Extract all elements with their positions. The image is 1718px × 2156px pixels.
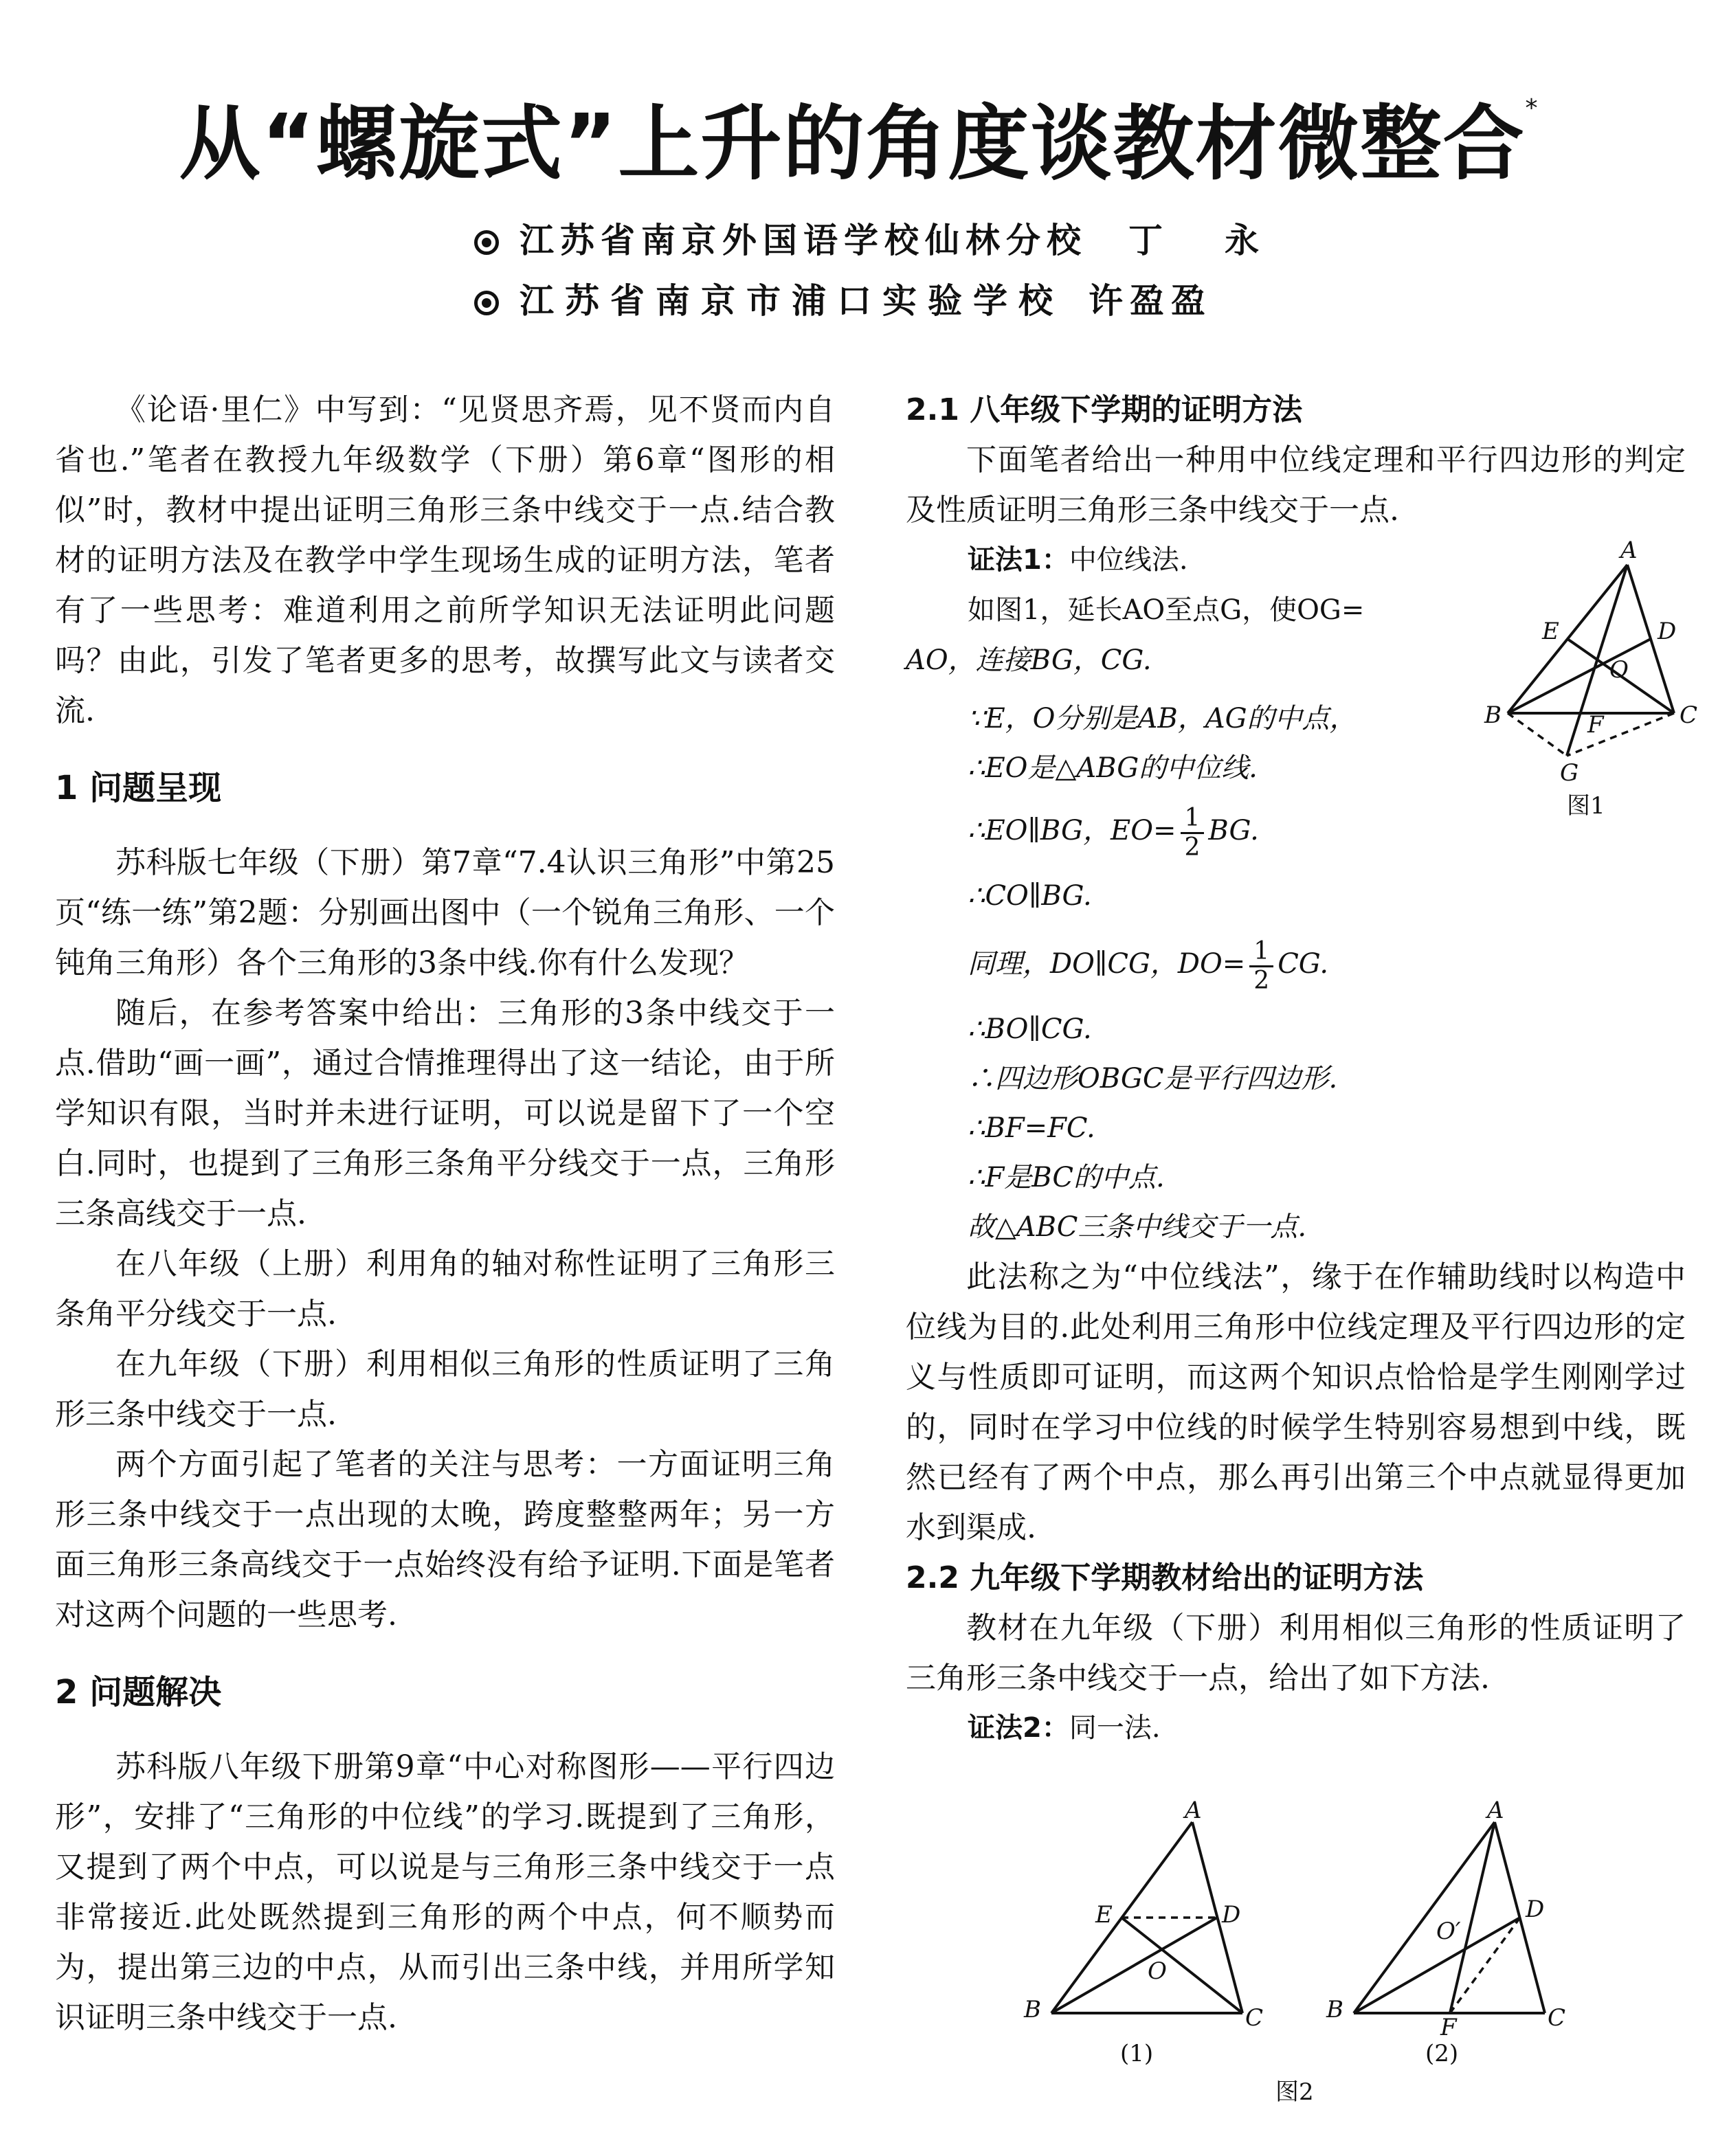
label-g: G [1560, 759, 1579, 787]
section-1-heading: 1 问题呈现 [55, 769, 222, 807]
proof-step: ∴EO是△ABG的中位线. [968, 752, 1258, 784]
paragraph: 在九年级（下册）利用相似三角形的性质证明了三角形三条中线交于一点. [55, 1347, 835, 1432]
proof-step: 故△ABC三条中线交于一点. [968, 1211, 1307, 1243]
label-f: F [1587, 711, 1604, 739]
intro-paragraph: 《论语·里仁》中写到：“见贤思齐焉，见不贤而内自省也.”笔者在教授九年级数学（下册）第6章“图形的相似”时，教材中提出证明三角形三条中线交于一点.结合教材的证明方法及在教学中学生现场生成的证明方法，笔者有了一些思考：难道利用之前所学知识无法证明此问题吗？由此，引发了笔者更多的思考，故撰写此文与读者交流. [55, 392, 835, 728]
fraction-numerator: 1 [1249, 938, 1273, 967]
paragraph: 教材在九年级（下册）利用相似三角形的性质证明了三角形三条中线交于一点，给出了如下方法. [906, 1610, 1686, 1696]
label-e: E [1095, 1901, 1113, 1929]
proof-name: 中位线法. [1069, 544, 1188, 576]
step-text: CG. [1278, 948, 1329, 980]
step-text: 同理，DO∥CG，DO= [968, 948, 1246, 980]
article-title [0, 94, 1718, 191]
proof-label: 证法1： [968, 544, 1069, 576]
left-column [55, 385, 835, 2043]
fraction [1181, 805, 1205, 862]
label-a: A [1487, 1797, 1504, 1824]
proof-step: ∴BF=FC. [968, 1112, 1095, 1144]
title-footnote-mark: * [1525, 94, 1539, 122]
label-f: F [1440, 2014, 1457, 2041]
proof-2-heading [906, 1703, 1686, 1753]
author-line-1 [474, 213, 1273, 262]
paragraph: 随后，在参考答案中给出：三角形的3条中线交于一点.借助“画一画”，通过合情推理得出了这一结论，由于所学知识有限，当时并未进行证明，可以说是留下了一个空白.同时，也提到了三角形三条角平分线交于一点，三角形三条高线交于一点. [55, 996, 835, 1231]
section-2-heading: 2 问题解决 [55, 1673, 222, 1711]
label-o: O [1148, 1957, 1167, 1985]
fraction-denominator: 2 [1184, 833, 1201, 862]
proof-name: 同一法. [1069, 1712, 1161, 1744]
proof-text: AO，连接BG，CG. [906, 644, 1152, 676]
proof-step: ∴BO∥CG. [968, 1013, 1092, 1045]
figure-2-sub1-caption: (1) [1120, 2040, 1154, 2067]
label-d: D [1658, 618, 1677, 645]
subsection-2-1-heading: 2.1 八年级下学期的证明方法 [906, 392, 1303, 427]
paragraph: 在八年级（上册）利用角的轴对称性证明了三角形三条角平分线交于一点. [55, 1246, 835, 1332]
paragraph: 两个方面引起了笔者的关注与思考：一方面证明三角形三条中线交于一点出现的太晚，跨度整整两年；另一方面三角形三条高线交于一点始终没有给予证明.下面是笔者对这两个问题的一些思考. [55, 1447, 835, 1632]
label-c: C [1680, 701, 1698, 729]
figure-1-caption: 图1 [1567, 792, 1605, 820]
figure-2-caption: 图2 [1275, 2078, 1314, 2106]
author-affiliation: 江苏省南京外国语学校仙林分校 [520, 221, 1087, 260]
paragraph: 苏科版七年级（下册）第7章“7.4认识三角形”中第25页“练一练”第2题：分别画出图中（一个锐角三角形、一个钝角三角形）各个三角形的3条中线.你有什么发现？ [55, 845, 835, 980]
label-d: D [1526, 1896, 1545, 1923]
bullet-icon [474, 291, 499, 315]
proof-step [906, 923, 1686, 1004]
label-e: E [1542, 618, 1559, 645]
title-text: 从“螺旋式”上升的角度谈教材微整合 [179, 96, 1526, 191]
fraction-numerator: 1 [1181, 805, 1205, 834]
figure-2-sub2-caption: (2) [1425, 2040, 1459, 2067]
step-text: BG. [1208, 815, 1259, 846]
author-name: 许盈盈 [1089, 281, 1212, 321]
label-o-prime: O′ [1436, 1918, 1461, 1945]
label-a: A [1620, 537, 1638, 564]
subsection-2-2-heading: 2.2 九年级下学期教材给出的证明方法 [906, 1560, 1424, 1595]
proof-step: ∴F是BC的中点. [968, 1162, 1165, 1193]
fraction [1249, 938, 1273, 995]
label-c: C [1245, 2004, 1264, 2032]
label-c: C [1548, 2004, 1566, 2032]
fraction-denominator: 2 [1253, 966, 1270, 995]
label-o: O [1609, 656, 1629, 684]
author-line-2 [474, 273, 1212, 323]
step-text: ∴EO∥BG，EO= [968, 815, 1176, 846]
label-b: B [1326, 1996, 1343, 2023]
label-d: D [1222, 1901, 1241, 1929]
proof-text: 如图1，延长AO至点G，使OG= [968, 594, 1365, 626]
figure-2 [1003, 1793, 1622, 2109]
paragraph: 下面笔者给出一种用中位线定理和平行四边形的判定及性质证明三角形三条中线交于一点. [906, 442, 1686, 528]
label-b: B [1484, 701, 1502, 729]
paragraph: 此法称之为“中位线法”，缘于在作辅助线时以构造中位线为目的.此处利用三角形中位线定理及平行四边形的定义与性质即可证明，而这两个知识点恰恰是学生刚刚学过的，同时在学习中位线的时候学生特别容易想到中线，既然已经有了两个中点，那么再引出第三个中点就显得更加水到渠成. [906, 1259, 1686, 1545]
proof-label: 证法2： [968, 1712, 1069, 1744]
proof-step: ∵E，O分别是AB，AG的中点， [968, 703, 1357, 734]
author-affiliation: 江苏省南京市浦口实验学校 [520, 281, 1064, 321]
label-a: A [1185, 1797, 1202, 1824]
paragraph: 苏科版八年级下册第9章“中心对称图形——平行四边形”，安排了“三角形的中位线”的学习.既提到了三角形，又提到了两个中点，可以说是与三角形三条中线交于一点非常接近.此处既然提到三角形的两个中点，何不顺势而为，提出第三边的中点，从而引出三条中线，并用所学知识证明三条中线交于一点. [55, 1749, 835, 2035]
proof-step: ∴四边形OBGC是平行四边形. [968, 1063, 1338, 1094]
bullet-icon [474, 230, 499, 255]
proof-step: ∴CO∥BG. [968, 880, 1092, 912]
label-b: B [1024, 1996, 1041, 2023]
author-name: 丁 永 [1128, 221, 1273, 260]
figure-1 [1471, 536, 1704, 831]
